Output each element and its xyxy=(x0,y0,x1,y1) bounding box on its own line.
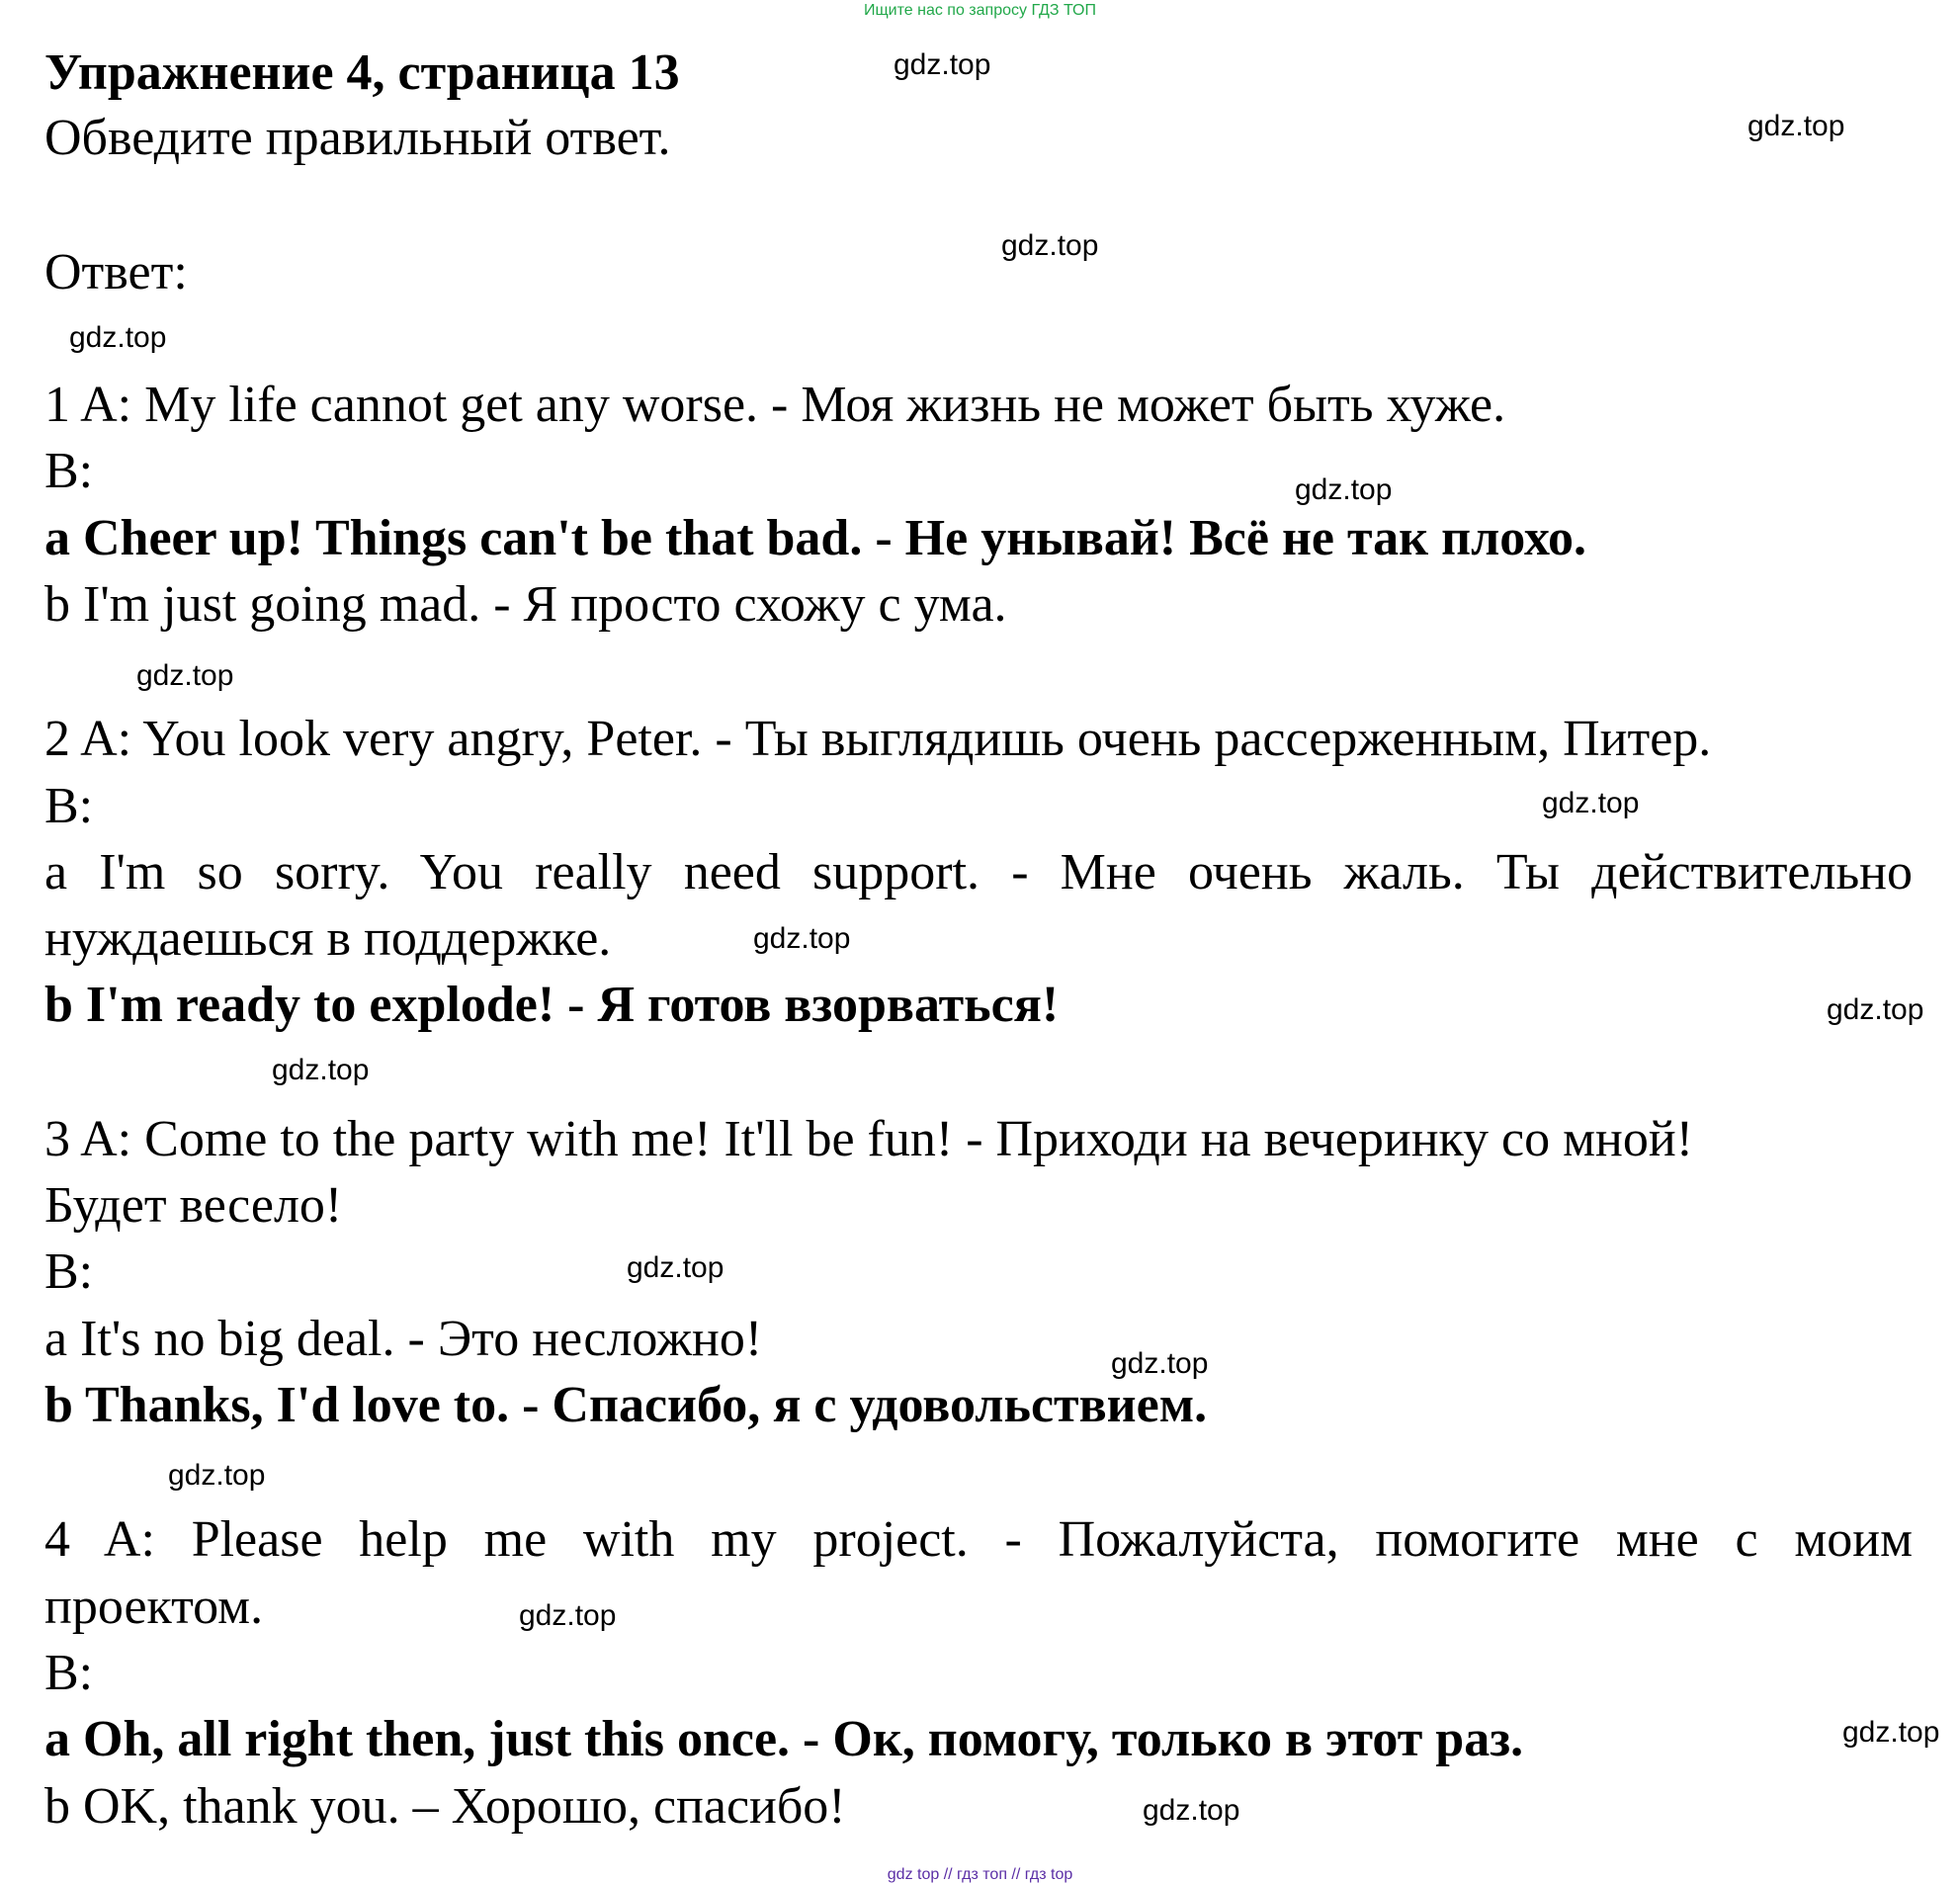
item-2-option-b-correct: b I'm ready to explode! - Я готов взорваться! xyxy=(44,977,1060,1033)
watermark: gdz.top xyxy=(1143,1794,1240,1827)
item-3-question-line2: Будет весело! xyxy=(44,1177,343,1234)
item-1-option-a-correct: a Cheer up! Things can't be that bad. - Не унывай! Всё не так плохо. xyxy=(44,510,1586,566)
item-1-question: 1 A: My life cannot get any worse. - Моя жизнь не может быть хуже. xyxy=(44,377,1506,433)
watermark: gdz.top xyxy=(1827,993,1924,1026)
item-4-question-line1: 4 A: Please help me with my project. - Пожалуйста, помогите мне с моим xyxy=(44,1511,1913,1568)
item-2-option-a-line1: a I'm so sorry. You really need support. - Мне очень жаль. Ты действительно xyxy=(44,844,1913,900)
item-1-option-b: b I'm just going mad. - Я просто схожу с ума. xyxy=(44,576,1007,633)
watermark: gdz.top xyxy=(272,1054,370,1086)
watermark: gdz.top xyxy=(1001,229,1099,262)
item-4-question-line2: проектом. xyxy=(44,1579,264,1635)
item-2-b-label: B: xyxy=(44,778,94,834)
watermark: gdz.top xyxy=(168,1459,266,1492)
watermark: gdz.top xyxy=(69,321,167,354)
watermark: gdz.top xyxy=(1747,110,1845,142)
item-3-option-b-correct: b Thanks, I'd love to. - Спасибо, я с удовольствием. xyxy=(44,1377,1208,1433)
item-2-question: 2 A: You look very angry, Peter. - Ты выглядишь очень рассерженным, Питер. xyxy=(44,711,1712,767)
watermark: gdz.top xyxy=(136,659,234,692)
item-4-b-label: B: xyxy=(44,1645,94,1701)
watermark: gdz.top xyxy=(519,1599,617,1632)
watermark: gdz.top xyxy=(1111,1347,1209,1380)
answer-label: Ответ: xyxy=(44,244,188,300)
item-4-option-b: b OK, thank you. – Хорошо, спасибо! xyxy=(44,1778,846,1835)
top-banner[interactable]: Ищите нас по запросу ГДЗ ТОП xyxy=(864,2,1096,19)
watermark: gdz.top xyxy=(1542,787,1640,819)
item-2-option-a-line2: нуждаешься в поддержке. xyxy=(44,910,612,967)
watermark: gdz.top xyxy=(627,1251,724,1284)
item-1-b-label: B: xyxy=(44,443,94,499)
watermark: gdz.top xyxy=(1842,1716,1940,1749)
footer-links[interactable]: gdz top // гдз топ // гдз top xyxy=(887,1866,1073,1883)
item-3-question-line1: 3 A: Come to the party with me! It'll be fun! - Приходи на вечеринку со мной! xyxy=(44,1111,1694,1167)
watermark: gdz.top xyxy=(1295,473,1393,506)
item-4-option-a-correct: a Oh, all right then, just this once. - Ок, помогу, только в этот раз. xyxy=(44,1711,1524,1767)
item-3-b-label: B: xyxy=(44,1243,94,1300)
instruction-text: Обведите правильный ответ. xyxy=(44,110,671,166)
item-3-option-a: a It's no big deal. - Это несложно! xyxy=(44,1311,763,1367)
watermark: gdz.top xyxy=(753,922,851,955)
page-title: Упражнение 4, страница 13 xyxy=(44,44,680,101)
watermark: gdz.top xyxy=(894,48,991,81)
